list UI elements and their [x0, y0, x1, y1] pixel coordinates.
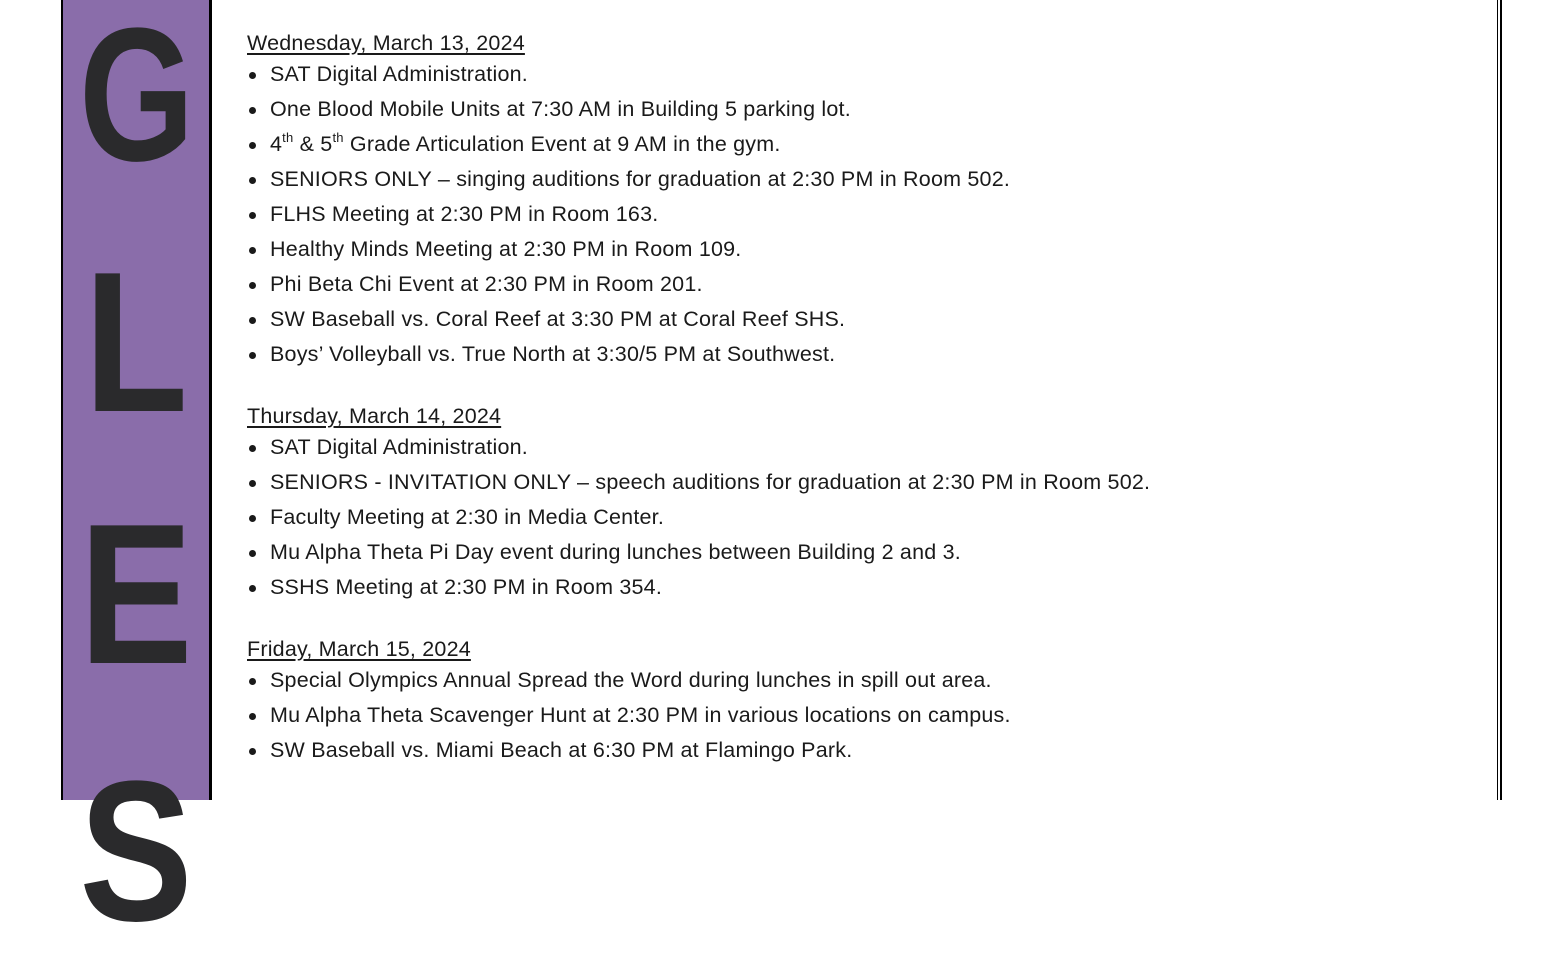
event-list [247, 663, 1487, 768]
sidebar-letter-g: G [79, 0, 195, 201]
event-text: SAT Digital Administration. [270, 435, 528, 459]
bullet-icon [249, 515, 256, 522]
event-text: Faculty Meeting at 2:30 in Media Center. [270, 505, 665, 529]
event-item [247, 302, 1487, 337]
event-text: Healthy Minds Meeting at 2:30 PM in Room 109. [270, 237, 742, 261]
event-item [247, 197, 1487, 232]
event-item [247, 465, 1487, 500]
bullet-icon [249, 713, 256, 720]
bullet-icon [249, 748, 256, 755]
bullet-icon [249, 585, 256, 592]
event-item [247, 57, 1487, 92]
event-text: Boys’ Volleyball vs. True North at 3:30/5 PM at Southwest. [270, 342, 836, 366]
bullet-icon [249, 212, 256, 219]
event-text: Mu Alpha Theta Scavenger Hunt at 2:30 PM in various locations on campus. [270, 703, 1011, 727]
event-item [247, 535, 1487, 570]
event-text: One Blood Mobile Units at 7:30 AM in Building 5 parking lot. [270, 97, 851, 121]
bullet-icon [249, 445, 256, 452]
event-item [247, 232, 1487, 267]
event-text-part: Grade Articulation Event at 9 AM in the gym. [343, 132, 781, 156]
event-text: SAT Digital Administration. [270, 62, 528, 86]
bullet-icon [249, 142, 256, 149]
event-text: SENIORS - INVITATION ONLY – speech auditions for graduation at 2:30 PM in Room 502. [270, 470, 1151, 494]
event-text: SSHS Meeting at 2:30 PM in Room 354. [270, 575, 663, 599]
day-heading: Wednesday, March 13, 2024 [247, 31, 525, 55]
event-item [247, 698, 1487, 733]
day-section-thursday [247, 403, 1487, 605]
event-text-part: & 5 [293, 132, 333, 156]
day-heading: Thursday, March 14, 2024 [247, 404, 502, 428]
event-item [247, 127, 1487, 162]
event-list [247, 430, 1487, 605]
day-section-friday [247, 636, 1487, 768]
bullet-icon [249, 352, 256, 359]
event-item [247, 92, 1487, 127]
event-text: SW Baseball vs. Miami Beach at 6:30 PM at Flamingo Park. [270, 738, 853, 762]
sidebar-letter-e: E [79, 483, 193, 706]
bullet-icon [249, 177, 256, 184]
event-list [247, 57, 1487, 372]
event-text: FLHS Meeting at 2:30 PM in Room 163. [270, 202, 659, 226]
bullet-icon [249, 247, 256, 254]
event-text: Phi Beta Chi Event at 2:30 PM in Room 201. [270, 272, 703, 296]
bullet-icon [249, 107, 256, 114]
bullet-icon [249, 678, 256, 685]
event-item [247, 162, 1487, 197]
right-border [1497, 0, 1502, 800]
ordinal-suffix: th [282, 130, 294, 145]
event-text: SW Baseball vs. Coral Reef at 3:30 PM at Coral Reef SHS. [270, 307, 846, 331]
ordinal-suffix: th [332, 130, 344, 145]
event-text: SENIORS ONLY – singing auditions for graduation at 2:30 PM in Room 502. [270, 167, 1011, 191]
bullet-icon [249, 72, 256, 79]
event-item [247, 500, 1487, 535]
sidebar-divider [209, 0, 212, 800]
event-item [247, 733, 1487, 768]
bullet-icon [249, 480, 256, 487]
event-item [247, 337, 1487, 372]
event-item [247, 267, 1487, 302]
day-section-wednesday [247, 30, 1487, 372]
sidebar-letter-s: S [79, 740, 193, 963]
event-item [247, 663, 1487, 698]
event-text: Special Olympics Annual Spread the Word during lunches in spill out area. [270, 668, 992, 692]
event-text: Mu Alpha Theta Pi Day event during lunches between Building 2 and 3. [270, 540, 961, 564]
sidebar-letter-l: L [84, 231, 188, 454]
bullet-icon [249, 550, 256, 557]
day-heading: Friday, March 15, 2024 [247, 637, 471, 661]
bullet-icon [249, 282, 256, 289]
event-text [270, 132, 781, 156]
bullet-icon [249, 317, 256, 324]
event-item [247, 430, 1487, 465]
event-item [247, 570, 1487, 605]
sidebar-banner [63, 0, 209, 963]
event-text-part: 4 [270, 132, 283, 156]
events-content [247, 30, 1487, 768]
